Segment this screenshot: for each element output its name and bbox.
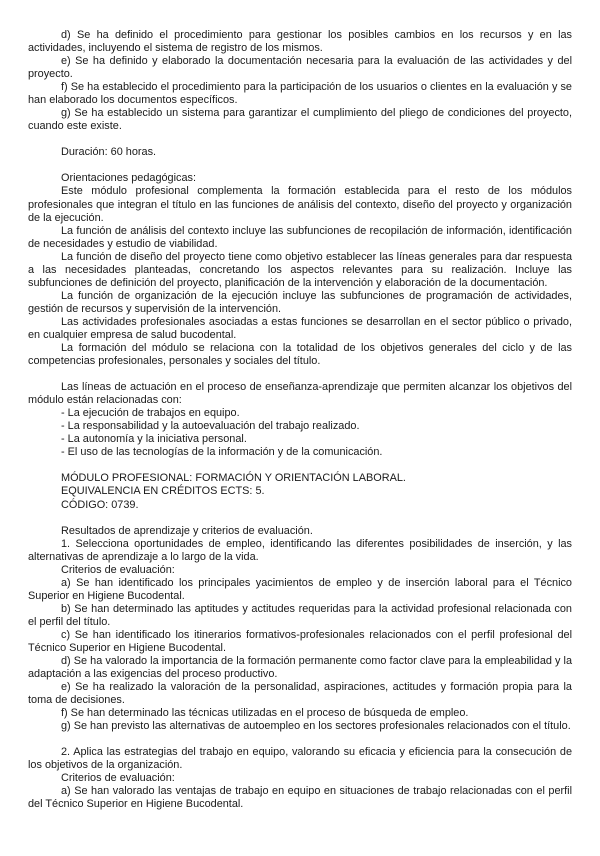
orientations-title: Orientaciones pedagógicas:	[61, 172, 197, 185]
orientation-paragraph: La formación del módulo se relaciona con la totalidad de los objetivos generales del ciclo y de las competencias profesionales, personales y sociales del título.	[28, 342, 572, 368]
module-ects: EQUIVALENCIA EN CRÉDITOS ECTS: 5.	[61, 485, 265, 498]
criterion-d: d) Se ha definido el procedimiento para gestionar los posibles cambios en los recursos y en las actividades, incluyendo el sistema de registro de los mismos.	[28, 29, 572, 55]
criteria-label: Criterios de evaluación:	[61, 563, 175, 576]
orientation-paragraph: La función de diseño del proyecto tiene como objetivo establecer las líneas generales para dar respuesta a las necesidades planteadas, concretando los aspectos relevantes para su realización. Incluye las subfunciones de definición del proyecto, planificación de la intervención y elaboración de la documentación.	[28, 250, 572, 289]
criterion-g: g) Se ha establecido un sistema para garantizar el cumplimiento del pliego de condiciones del proyecto, cuando este existe.	[28, 107, 572, 133]
criterion: f) Se han determinado las técnicas utilizadas en el proceso de búsqueda de empleo.	[61, 707, 469, 720]
criterion: a) Se han identificado los principales yacimientos de empleo y de inserción laboral para el Técnico Superior en Higiene Bucodental.	[28, 576, 572, 602]
list-item: - La responsabilidad y la autoevaluación del trabajo realizado.	[61, 420, 360, 433]
criterion: e) Se ha realizado la valoración de la personalidad, aspiraciones, actitudes y formación propia para la toma de decisiones.	[28, 681, 572, 707]
list-item: - El uso de las tecnologías de la información y de la comunicación.	[61, 446, 383, 459]
module-name: MÓDULO PROFESIONAL: FORMACIÓN Y ORIENTACIÓN LABORAL.	[61, 472, 406, 485]
orientation-paragraph: Este módulo profesional complementa la formación establecida para el resto de los módulos profesionales que integran el título en las funciones de análisis del contexto, diseño del proyecto y organización de la ejecución.	[28, 185, 572, 224]
duration: Duración: 60 horas.	[61, 146, 157, 159]
orientation-paragraph: Las actividades profesionales asociadas a estas funciones se desarrollan en el sector público o privado, en cualquier empresa de salud bucodental.	[28, 315, 572, 341]
list-item: - La autonomía y la iniciativa personal.	[61, 433, 247, 446]
module-code: CÓDIGO: 0739.	[61, 498, 139, 511]
result-2: 2. Aplica las estrategias del trabajo en equipo, valorando su eficacia y eficiencia para la consecución de los objetivos de la organización.	[28, 746, 572, 772]
lines-intro: Las líneas de actuación en el proceso de enseñanza-aprendizaje que permiten alcanzar los objetivos del módulo están relacionadas con:	[28, 381, 572, 407]
criterion: d) Se ha valorado la importancia de la formación permanente como factor clave para la empleabilidad y la adaptación a las exigencias del proceso productivo.	[28, 655, 572, 681]
result-1: 1. Selecciona oportunidades de empleo, identificando las diferentes posibilidades de inserción, y las alternativas de aprendizaje a lo largo de la vida.	[28, 537, 572, 563]
orientation-paragraph: La función de análisis del contexto incluye las subfunciones de recopilación de información, identificación de necesidades y estudio de viabilidad.	[28, 224, 572, 250]
criterion-f: f) Se ha establecido el procedimiento para la participación de los usuarios o clientes en la evaluación y se han elaborado los documentos específicos.	[28, 81, 572, 107]
criteria-label: Criterios de evaluación:	[61, 772, 175, 785]
orientation-paragraph: La función de organización de la ejecución incluye las subfunciones de programación de actividades, gestión de recursos y supervisión de la intervención.	[28, 289, 572, 315]
criterion: b) Se han determinado las aptitudes y actitudes requeridas para la actividad profesional relacionada con el perfil del título.	[28, 602, 572, 628]
document-page	[28, 29, 572, 812]
criterion: c) Se han identificado los itinerarios formativos-profesionales relacionados con el perfil profesional del Técnico Superior en Higiene Bucodental.	[28, 628, 572, 654]
results-title: Resultados de aprendizaje y criterios de evaluación.	[61, 524, 313, 537]
criterion: g) Se han previsto las alternativas de autoempleo en los sectores profesionales relacionados con el título.	[61, 720, 571, 733]
list-item: - La ejecución de trabajos en equipo.	[61, 407, 240, 420]
lines-list	[28, 407, 572, 459]
criterion: a) Se han valorado las ventajas de trabajo en equipo en situaciones de trabajo relacionadas con el perfil del Técnico Superior en Higiene Bucodental.	[28, 785, 572, 811]
criterion-e: e) Se ha definido y elaborado la documentación necesaria para la evaluación de las actividades y del proyecto.	[28, 55, 572, 81]
